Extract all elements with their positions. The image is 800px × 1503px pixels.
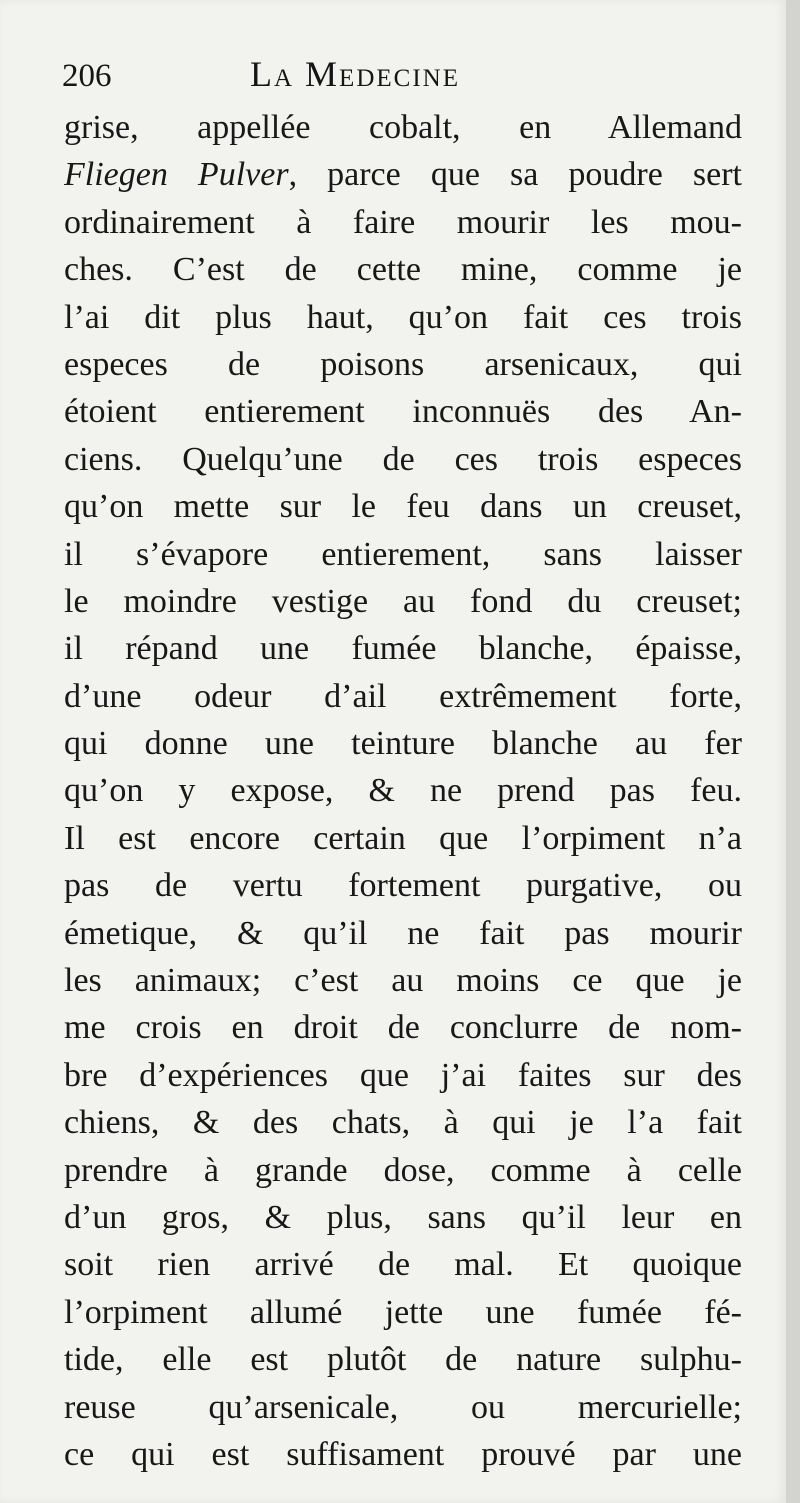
text-line: qu’on mette sur le feu dans un creuset, [64,488,742,526]
page-number: 206 [62,58,112,94]
text-line: prendre à grande dose, comme à celle [64,1151,742,1189]
text-line: les animaux; c’est au moins ce que je [64,962,742,1000]
text-line: émetique, & qu’il ne fait pas mourir [64,914,742,952]
text-line: ordinairement à faire mourir les mou- [64,203,742,241]
text-line: il répand une fumée blanche, épaisse, [64,630,742,668]
text-line: l’ai dit plus haut, qu’on fait ces trois [64,298,742,336]
text-line: qu’on y expose, & ne prend pas feu. [64,772,742,810]
text-line: ce qui est suffisament prouvé par une [64,1435,742,1473]
text-line: grise, appellée cobalt, en Allemand [64,109,742,146]
text-line: soit rien arrivé de mal. Et quoique [64,1246,742,1284]
text-line: étoient entierement inconnuës des An- [64,393,742,431]
page-gutter [786,0,800,1503]
text-line: qui donne une teinture blanche au fer [64,725,742,763]
text-line: ciens. Quelqu’une de ces trois especes [64,440,742,478]
text-line: chiens, & des chats, à qui je l’a fait [64,1104,742,1142]
italic-term: Fliegen Pulver [64,156,289,194]
text-line: d’une odeur d’ail extrêmement forte, [64,677,742,715]
text-line: me crois en droit de conclurre de nom- [64,1009,742,1047]
text-line: tide, elle est plutôt de nature sulphu- [64,1341,742,1379]
text-line: Il est encore certain que l’orpiment n’a [64,819,742,857]
running-head [62,50,742,102]
text-line: le moindre vestige au fond du creuset; [64,582,742,620]
text-line: bre d’expériences que j’ai faites sur des [64,1056,742,1094]
text-line [64,151,742,198]
body-text [64,104,742,1478]
text-line: l’orpiment allumé jette une fumée fé- [64,1293,742,1331]
running-title: La Medecine [250,54,460,94]
text-line: d’un gros, & plus, sans qu’il leur en [64,1198,742,1236]
text-line: ches. C’est de cette mine, comme je [64,251,742,289]
text-line-rest: , parce que sa poudre sert [288,156,742,194]
text-line: pas de vertu fortement purgative, ou [64,867,742,905]
text-line: especes de poisons arsenicaux, qui [64,345,742,383]
text-line: reuse qu’arsenicale, ou mercurielle; [64,1388,742,1426]
text-line: il s’évapore entierement, sans laisser [64,535,742,573]
